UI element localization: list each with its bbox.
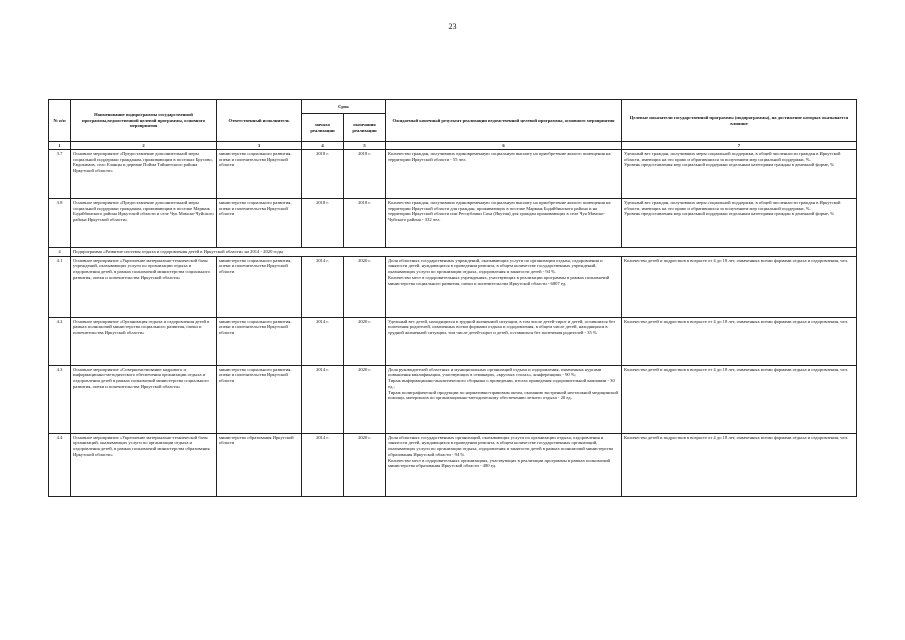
result-line: Количество граждан, получивших единовременную социальную выплату на приобретение жилого помещения на территории Иркутской области - 55 чел. <box>388 151 611 162</box>
result-line: Доля областных государственных учреждений, оказывающих услуги по организации отдыха, оздоровления и занятости детей, нуждающихся в проведении ремонта, в общем количестве государственных учреждений, оказывающих услуги по организации отдыха, оздоровления и занятости детей - 94 %. <box>388 257 603 275</box>
indicator-line: Количество детей и подростков в возрасте от 4 до 18 лет, охваченных всеми формами отдыха и оздоровления, чел. <box>624 318 849 324</box>
section-num: 4 <box>49 248 71 257</box>
table-row <box>49 365 857 433</box>
header-row <box>49 100 857 114</box>
indicator-line: Удельный вес граждан, получивших меры социальной поддержки, в общей численности граждан в Иркутской области, имеющих на это право и обратившихся за получением мер социальной поддержки, %. <box>624 200 841 211</box>
row-indicators <box>622 199 857 248</box>
page-number: 23 <box>448 22 457 31</box>
row-result <box>386 317 622 365</box>
table-row <box>49 199 857 248</box>
row-indicators <box>622 256 857 317</box>
row-responsible: министерство социального развития, опеки и попечительства Иркутской области <box>217 256 302 317</box>
row-end: 2018 г. <box>344 199 386 248</box>
result-line: Доля руководителей областных и муниципальных организаций отдыха и оздоровления, охваченных курсами повышения квалификации, участвующих в семинарах, «круглых столах», конференциях - 90 %; <box>388 366 602 378</box>
table-row <box>49 256 857 317</box>
header-term: Срок <box>302 100 386 114</box>
row-start: 2014 г. <box>302 365 344 433</box>
row-num: 4.4 <box>49 433 71 496</box>
row-name: Основное мероприятие «Предоставление дополнительной меры социальной поддержки гражданам, проживающим в поселке Мармаж Бодайбинского района Иркутской области и селе Чук Мамско-Чуйского района Иркутской области» <box>71 199 217 248</box>
row-responsible: министерство образования Иркутской области <box>217 433 302 496</box>
table-row <box>49 150 857 199</box>
column-number: 4 <box>302 142 344 150</box>
column-number: 3 <box>217 142 302 150</box>
row-num: 4.3 <box>49 365 71 433</box>
row-start: 2014 г. <box>302 433 344 496</box>
result-line: Количество мест в оздоровительных организациях, участвующих в реализации программы в рамках полномочий министерства образования Иркутской области - 480 ед. <box>388 457 611 469</box>
indicator-line: Удельный вес граждан, получивших меры социальной поддержки, в общей численности граждан в Иркутской области, имеющих на это право и обратившихся за получением мер социальной поддержки, %. <box>624 151 841 162</box>
column-number: 2 <box>71 142 217 150</box>
row-end: 2018 г. <box>344 150 386 199</box>
row-name: Основное мероприятие «Укрепление материально-технической базы учреждений, оказывающих услуги по организации отдыха и оздоровления детей, в рамках полномочий министерства социального развития, опеки и попечительства Иркутской области» <box>71 256 217 317</box>
row-start: 2014 г. <box>302 256 344 317</box>
result-line: Количество граждан, получивших единовременную социальную выплату на приобретение жилого помещения на территории Иркутской области для граждан, проживающих в поселке Мармаж Бодайбинского района и на территории Иркутской области или Республики Саха (Якутия) для граждан проживающих в селе Чуя Мамско-Чуйского района - 332 чел. <box>388 200 611 223</box>
column-number: 7 <box>622 142 857 150</box>
row-name: Основное мероприятие «Организация отдыха и оздоровления детей в рамках полномочий министерства социального развития, опеки и попечительства Иркутской области» <box>71 317 217 365</box>
row-end: 2020 г. <box>344 365 386 433</box>
row-result <box>386 365 622 433</box>
row-name: Основное мероприятие «Предоставление дополнительной меры социальной поддержки гражданам, проживающим в поселках Брусово, Евдокимов, село Еланцы и деревне Пойма Тайшетского района Иркутской области» <box>71 150 217 199</box>
result-line: Количество мест в оздоровительных учреждениях, участвующих в реализации программы в рамках полномочий министерства социального развития, опеки и попечительства Иркутской области - 6807 ед. <box>388 274 610 286</box>
row-end: 2020 г. <box>344 433 386 496</box>
row-responsible: министерство социального развития, опеки и попечительства Иркутской области <box>217 199 302 248</box>
row-name: Основное мероприятие «Укрепление материально-технической базы организаций, оказывающих услуги по организации отдыха и оздоровления детей, в рамках полномочий министерства образования Иркутской области» <box>71 433 217 496</box>
header-name: Наименование подпрограммы государственной программы,ведомственной целевой программы, основного мероприятия <box>71 100 217 142</box>
result-line: Тираж полиграфической продукции по нормативно-правовым актам, оказанию экстренной неотложной медицинской помощи, материалов по организационно-методическому обеспечению летнего отдыха - 20 ед. <box>388 389 618 401</box>
row-indicators <box>622 433 857 496</box>
row-indicators <box>622 365 857 433</box>
row-result <box>386 433 622 496</box>
row-result <box>386 150 622 199</box>
row-start: 2018 г. <box>302 150 344 199</box>
row-num: 3.8 <box>49 199 71 248</box>
row-start: 2018 г. <box>302 199 344 248</box>
header-responsible: Ответственный исполнитель <box>217 100 302 142</box>
result-line: Доля областных государственных организаций, оказывающих услуги по организации отдыха, оздоровления и занятости детей, нуждающихся в проведении ремонта, в общем количестве государственных организаций, оказывающих услуги по организации отдыха, оздоровления и занятости детей в рамках полномочий министерства образования Иркутской области - 94 %. <box>388 434 613 457</box>
row-end: 2020 г. <box>344 256 386 317</box>
result-line: Удельный вес детей, находящихся в трудной жизненной ситуации, в том числе детей-сирот и детей, оставшихся без попечения родителей, охваченных всеми формами отдыха и оздоровления, в общем числе детей, находящихся в трудной жизненной ситуации, том числе детей-сирот и детей, оставшихся без попечения родителей - 35 % <box>388 318 615 336</box>
table-row <box>49 317 857 365</box>
section-row <box>49 248 857 257</box>
row-name: Основное мероприятие «Совершенствование кадрового и информационно-методического обеспечения организации отдыха и оздоровления детей в рамках полномочий министерства социального развития, опеки и попечительства Иркутской области» <box>71 365 217 433</box>
indicator-line: Количество детей и подростков в возрасте от 4 до 18 лет, охваченных всеми формами отдыха и оздоровления, чел. <box>624 257 849 263</box>
indicator-line: Количество детей и подростков в возрасте от 4 до 18 лет, охваченных всеми формами отдыха и оздоровления, чел. <box>624 434 849 440</box>
row-result <box>386 199 622 248</box>
row-responsible: министерство социального развития, опеки и попечительства Иркутской области <box>217 365 302 433</box>
column-number: 1 <box>49 142 71 150</box>
row-responsible: министерство социального развития, опеки и попечительства Иркутской области <box>217 317 302 365</box>
column-number: 6 <box>386 142 622 150</box>
row-num: 4.1 <box>49 256 71 317</box>
row-indicators <box>622 150 857 199</box>
result-line: Тираж информационно-аналитического сборника о проведении, итогах проведения оздоровительной кампании - 30 ед.; <box>388 378 615 389</box>
row-end: 2020 г. <box>344 317 386 365</box>
section-title: Подпрограмма «Развитие системы отдыха и оздоровления детей в Иркутской области» на 2014 - 2020 годы <box>71 248 857 257</box>
indicator-line: Количество детей и подростков в возрасте от 4 до 18 лет, охваченных всеми формами отдыха и оздоровления, чел. <box>624 366 849 372</box>
header-start: начала реализации <box>302 114 344 142</box>
header-num: № п/п <box>49 100 71 142</box>
row-result <box>386 256 622 317</box>
header-result: Ожидаемый конечный результат реализации ведомственной целевой программы, основного мероприятия <box>386 100 622 142</box>
row-num: 4.2 <box>49 317 71 365</box>
header-indicators: Целевые показатели государственной программы (подпрограммы), на достижение которых оказывается влияние <box>622 100 857 142</box>
indicator-line: Уровень предоставления мер социальной поддержки отдельным категориям граждан в денежной форме, % <box>624 162 835 168</box>
column-number: 5 <box>344 142 386 150</box>
row-indicators <box>622 317 857 365</box>
row-responsible: министерство социального развития, опеки и попечительства Иркутской области <box>217 150 302 199</box>
table-row <box>49 433 857 496</box>
column-numbers-row <box>49 142 857 150</box>
program-table <box>48 99 857 497</box>
header-end: окончания реализации <box>344 114 386 142</box>
row-start: 2014 г. <box>302 317 344 365</box>
row-num: 3.7 <box>49 150 71 199</box>
indicator-line: Уровень предоставления мер социальной поддержки отдельным категориям граждан в денежной форме, % <box>624 211 835 217</box>
